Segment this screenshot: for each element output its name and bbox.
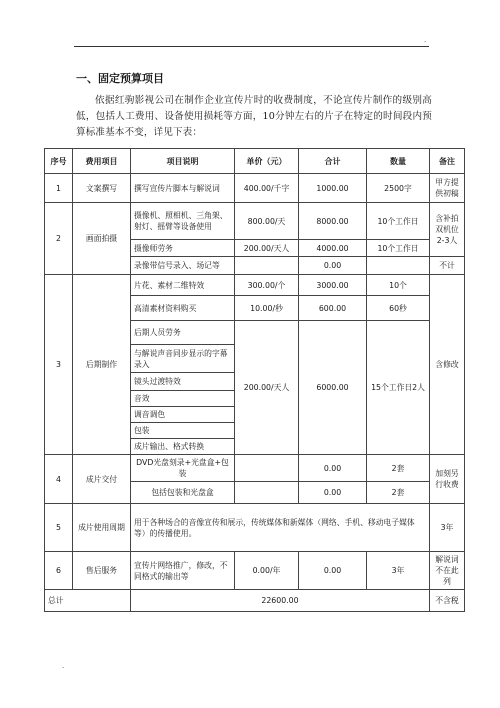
header-rule <box>74 46 429 47</box>
row-no: 5 <box>45 504 73 552</box>
total-label: 总计 <box>45 590 131 612</box>
section-heading: 一、固定预算项目 <box>76 72 164 85</box>
row-note: 加刻另行收费 <box>430 455 465 504</box>
row-item: 成片使用周期 <box>73 504 131 552</box>
total-value: 22600.00 <box>131 590 430 612</box>
row-price: 800.00/天 <box>235 203 299 240</box>
row-total: 1000.00 <box>299 174 367 203</box>
header-total: 合计 <box>299 149 367 174</box>
row-item: 成片交付 <box>73 455 131 504</box>
row-desc: 摄像机、照相机、三角架、射灯、摇臂等设备使用 <box>131 203 235 240</box>
row-desc: 高清素材资料购买 <box>131 296 235 321</box>
row-note: 不计 <box>430 257 465 275</box>
table-row <box>45 504 465 552</box>
row-price <box>235 257 299 275</box>
row-qty <box>367 257 430 275</box>
row-price: 200.00/天人 <box>235 321 299 455</box>
row-desc: 包括包装和光盘盒 <box>131 482 235 504</box>
table-row <box>45 275 465 296</box>
row-qty: 10个工作日 <box>367 240 430 257</box>
row-desc: 成片输出、格式转换 <box>131 439 235 455</box>
row-price: 400.00/千字 <box>235 174 299 203</box>
row-total: 600.00 <box>299 296 367 321</box>
row-total: 6000.00 <box>299 321 367 455</box>
row-qty: 2套 <box>367 455 430 482</box>
row-qty: 60秒 <box>367 296 430 321</box>
row-no: 1 <box>45 174 73 203</box>
row-price: 0.00/年 <box>235 552 299 590</box>
row-item: 画面拍摄 <box>73 203 131 275</box>
table-row <box>45 174 465 203</box>
row-desc: 宣传片网络推广，修改，不同格式的输出等 <box>131 552 235 590</box>
row-desc: 录像带信号录入、场记等 <box>131 257 235 275</box>
row-item: 后期制作 <box>73 275 131 455</box>
header-no: 序号 <box>45 149 73 174</box>
row-no: 3 <box>45 275 73 455</box>
row-price <box>235 455 299 482</box>
row-note: 3年 <box>430 504 465 552</box>
row-qty: 2500字 <box>367 174 430 203</box>
row-desc: 片花、素材二维特效 <box>131 275 235 296</box>
row-price: 200.00/天人 <box>235 240 299 257</box>
row-item: 售后服务 <box>73 552 131 590</box>
row-price: 10.00/秒 <box>235 296 299 321</box>
header-mark: . <box>424 36 427 44</box>
row-qty: 3年 <box>367 552 430 590</box>
row-no: 4 <box>45 455 73 504</box>
total-note: 不含税 <box>430 590 465 612</box>
total-row <box>45 590 465 612</box>
footer-mark: . <box>62 662 65 670</box>
row-note: 甲方提供初稿 <box>430 174 465 203</box>
table-row <box>45 552 465 590</box>
row-desc: 调音调色 <box>131 407 235 423</box>
row-desc: DVD光盘刻录+光盘盒+包装 <box>131 455 235 482</box>
row-desc: 镜头过渡特效 <box>131 373 235 391</box>
row-note: 含补拍双机位2-3人 <box>430 203 465 257</box>
header-note: 备注 <box>430 149 465 174</box>
header-item: 费用项目 <box>73 149 131 174</box>
row-note: 解说词不在此列 <box>430 552 465 590</box>
row-total: 0.00 <box>299 257 367 275</box>
row-note: 含修改 <box>430 275 465 455</box>
header-desc: 项目说明 <box>131 149 235 174</box>
row-item: 文案撰写 <box>73 174 131 203</box>
intro-paragraph: 依据红驹影视公司在制作企业宣传片时的收费制度，不论宣传片制作的级别高低，包括人工费用、设备使用损耗等方面，10分钟左右的片子在特定的时间段内预算标准基本不变，详见下表： <box>76 95 432 138</box>
row-qty: 2套 <box>367 482 430 504</box>
row-price <box>235 482 299 504</box>
row-desc: 用于各种场合的音像宣传和展示，传统媒体和新媒体（网络、手机、移动电子媒体等）的传播使用。 <box>131 504 430 552</box>
row-total: 8000.00 <box>299 203 367 240</box>
table-row <box>45 455 465 482</box>
row-desc: 包装 <box>131 423 235 439</box>
row-qty: 10个工作日 <box>367 203 430 240</box>
row-price: 300.00/个 <box>235 275 299 296</box>
row-qty: 15个工作日2人 <box>367 321 430 455</box>
row-total: 0.00 <box>299 455 367 482</box>
row-no: 2 <box>45 203 73 275</box>
row-total: 3000.00 <box>299 275 367 296</box>
row-desc: 撰写宣传片脚本与解说词 <box>131 174 235 203</box>
header-price: 单价（元） <box>235 149 299 174</box>
row-total: 0.00 <box>299 552 367 590</box>
row-no: 6 <box>45 552 73 590</box>
table-header-row <box>45 149 465 174</box>
header-qty: 数量 <box>367 149 430 174</box>
row-desc: 摄像师劳务 <box>131 240 235 257</box>
row-desc: 与解说声音同步显示的字幕录入 <box>131 345 235 373</box>
row-total: 0.00 <box>299 482 367 504</box>
row-desc: 后期人员劳务 <box>131 321 235 345</box>
budget-table <box>44 148 465 612</box>
table-row <box>45 203 465 240</box>
row-qty: 10个 <box>367 275 430 296</box>
row-desc: 音效 <box>131 391 235 407</box>
row-total: 4000.00 <box>299 240 367 257</box>
